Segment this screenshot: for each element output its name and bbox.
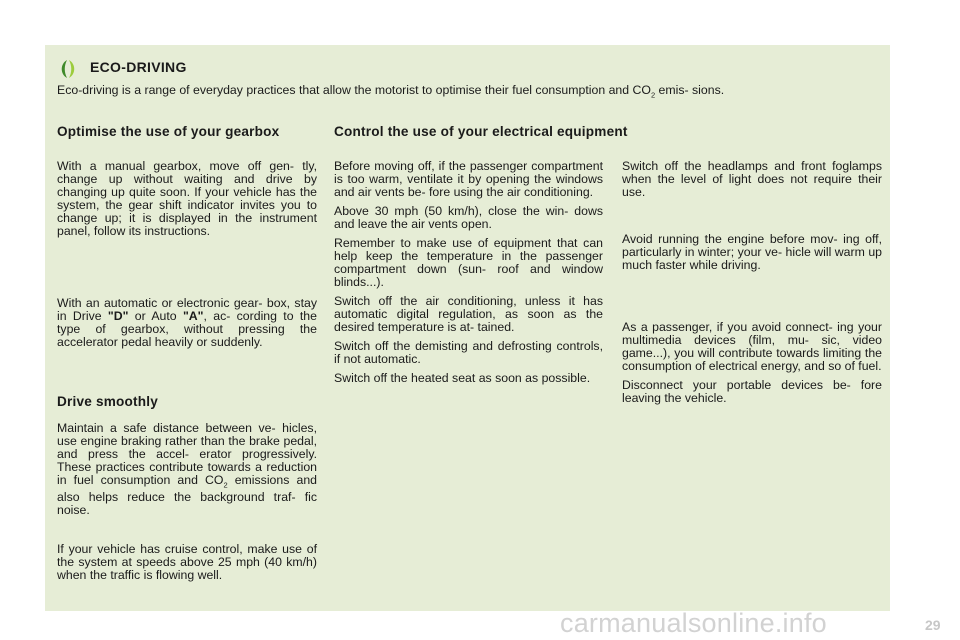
engine-warmup-paragraph: Avoid running the engine before mov- ing off, particularly in winter; your ve- hicle will warm up much faster while driving. (622, 232, 882, 272)
heading-gearbox: Optimise the use of your gearbox (57, 124, 280, 139)
headlamps-paragraph: Switch off the headlamps and front foglamps when the level of light does not require their use. (622, 159, 882, 199)
gearbox-manual-paragraph: With a manual gearbox, move off gen- tly, change up without waiting and drive by changing up quite soon. If your vehicle has the system, the gear shift indicator invites you to change up; it is displayed in the instrument panel, follow its instructions. (57, 159, 317, 238)
drive-distance-paragraph: Maintain a safe distance between ve- hicles, use engine braking rather than the brake pedal, and press the accel- erator progressively. These practices contribute towards a reduction in fuel consumption and $CO_2$ emissions and also helps reduce the background traf- fic noise. (57, 421, 317, 518)
electrical-item: Switch off the air conditioning, unless it has automatic digital regulation, as soon as the desired temperature is at- tained. (334, 294, 603, 334)
electrical-column-left (334, 160, 603, 385)
watermark: carmanualsonline.info (560, 608, 827, 638)
page-number: 29 (925, 617, 941, 633)
drive-cruise-paragraph: If your vehicle has cruise control, make use of the system at speeds above 25 mph (40 km/h) when the traffic is flowing well. (57, 542, 317, 582)
multimedia-paragraph: As a passenger, if you avoid connect- ing your multimedia devices (film, mu- sic, video game...), you will contribute towards limiting the consumption of electrical energy, and so of fuel. (622, 320, 882, 373)
electrical-item: Switch off the demisting and defrosting controls, if not automatic. (334, 339, 603, 366)
electrical-item: Switch off the heated seat as soon as possible. (334, 371, 591, 385)
electrical-item: Above 30 mph (50 km/h), close the win- dows and leave the air vents open. (334, 204, 603, 231)
intro-paragraph: Eco-driving is a range of everyday practices that allow the motorist to optimise their fuel consumption and $CO_2$ emis- sions. (57, 83, 725, 100)
heading-drive-smoothly: Drive smoothly (57, 394, 159, 409)
electrical-item: Remember to make use of equipment that can help keep the temperature in the passenger compartment down (sun- roof and window blinds...). (334, 236, 603, 289)
disconnect-paragraph: Disconnect your portable devices be- fore leaving the vehicle. (622, 378, 882, 405)
gearbox-automatic-paragraph: With an automatic or electronic gear- box, stay in Drive "D" or Auto "A", ac- cording to the type of gearbox, without pressing the accelerator pedal heavily or suddenly. (57, 296, 317, 349)
electrical-item: Before moving off, if the passenger compartment is too warm, ventilate it by opening the windows and air vents be- fore using the air conditioning. (334, 159, 603, 199)
leaf-icon (57, 58, 79, 80)
page-title: ECO-DRIVING (90, 59, 187, 75)
heading-electrical: Control the use of your electrical equipment (334, 124, 628, 139)
passenger-devices-block (622, 321, 882, 405)
